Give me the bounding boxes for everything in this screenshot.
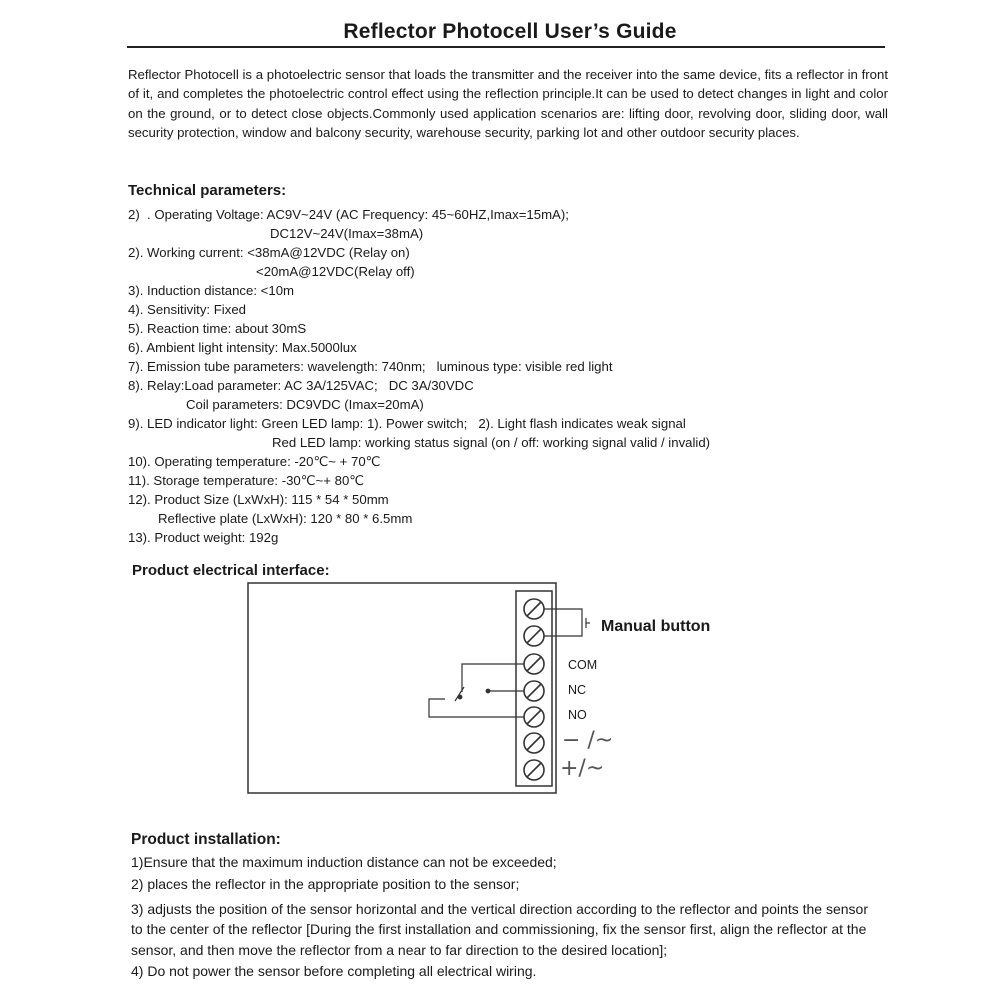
tech-line: 2). Working current: <38mA@12VDC (Relay on) bbox=[128, 245, 410, 260]
title-underline bbox=[127, 46, 885, 48]
tech-line: 4). Sensitivity: Fixed bbox=[128, 302, 246, 317]
tech-line: 6). Ambient light intensity: Max.5000lux bbox=[128, 340, 357, 355]
terminal-block bbox=[516, 591, 552, 786]
tech-line: 9). LED indicator light: Green LED lamp: 1). Power switch; 2). Light flash indicates weak signal bbox=[128, 416, 686, 431]
negative-terminal-label: − /~ bbox=[562, 728, 614, 753]
intro-paragraph: Reflector Photocell is a photoelectric sensor that loads the transmitter and the receiver into the same device, fits a reflector in front of it, and completes the photoelectric control effect using the reflection principle.It can be used to detect changes in light and color on the ground, or to detect close objects.Commonly used application scenarios are: lifting door, revolving door, sliding door, wall security protection, window and balcony security, warehouse security, parking lot and other outdoor security places. bbox=[128, 67, 888, 141]
tech-line: 3). Induction distance: <10m bbox=[128, 283, 295, 298]
install-line: 1)Ensure that the maximum induction distance can not be exceeded; bbox=[131, 854, 557, 870]
install-line: 4) Do not power the sensor before completing all electrical wiring. bbox=[131, 963, 537, 979]
tech-line: 2) . Operating Voltage: AC9V~24V (AC Frequency: 45~60HZ,Imax=15mA); bbox=[128, 207, 569, 222]
relay-wiring bbox=[429, 664, 524, 717]
wiring-diagram bbox=[240, 580, 760, 805]
tech-line: Coil parameters: DC9VDC (Imax=20mA) bbox=[186, 397, 424, 412]
enclosure-outline bbox=[248, 583, 556, 793]
tech-line: Red LED lamp: working status signal (on / off: working signal valid / invalid) bbox=[272, 435, 711, 450]
tech-line: 13). Product weight: 192g bbox=[128, 530, 279, 545]
install-heading: Product installation: bbox=[131, 831, 281, 848]
manual-button-label: Manual button bbox=[601, 618, 711, 635]
com-label: COM bbox=[568, 658, 598, 672]
tech-line: 8). Relay:Load parameter: AC 3A/125VAC; DC 3A/30VDC bbox=[128, 378, 474, 393]
tech-line: 12). Product Size (LxWxH): 115 * 54 * 50mm bbox=[128, 492, 389, 507]
tech-line: 7). Emission tube parameters: wavelength: 740nm; luminous type: visible red light bbox=[128, 359, 613, 374]
tech-line: 11). Storage temperature: -30℃~+ 80℃ bbox=[128, 473, 365, 488]
tech-line: 5). Reaction time: about 30mS bbox=[128, 321, 307, 336]
interface-heading: Product electrical interface: bbox=[132, 562, 330, 579]
page-title: Reflector Photocell User’s Guide bbox=[343, 20, 677, 43]
tech-line: Reflective plate (LxWxH): 120 * 80 * 6.5mm bbox=[158, 511, 413, 526]
terminal-screws bbox=[524, 599, 544, 780]
install-line: 3) adjusts the position of the sensor horizontal and the vertical direction according to the reflector and points the sensor bbox=[131, 901, 868, 917]
tech-heading: Technical parameters: bbox=[128, 182, 287, 199]
nc-label: NC bbox=[568, 683, 587, 697]
install-line: sensor, and then move the reflector from a near to far direction to the desired location]; bbox=[131, 942, 668, 958]
wiring-diagram-svg bbox=[240, 580, 760, 805]
positive-terminal-label: +/~ bbox=[560, 756, 605, 781]
no-label: NO bbox=[568, 708, 587, 722]
install-line: 2) places the reflector in the appropriate position to the sensor; bbox=[131, 876, 520, 892]
tech-line: <20mA@12VDC(Relay off) bbox=[256, 264, 415, 279]
tech-line: 10). Operating temperature: -20℃~ + 70℃ bbox=[128, 454, 381, 469]
install-line: to the center of the reflector [During the first installation and commissioning, fix the sensor first, align the reflector at the bbox=[131, 921, 867, 937]
tech-line: DC12V~24V(Imax=38mA) bbox=[270, 226, 424, 241]
manual-button-wiring bbox=[544, 609, 590, 636]
